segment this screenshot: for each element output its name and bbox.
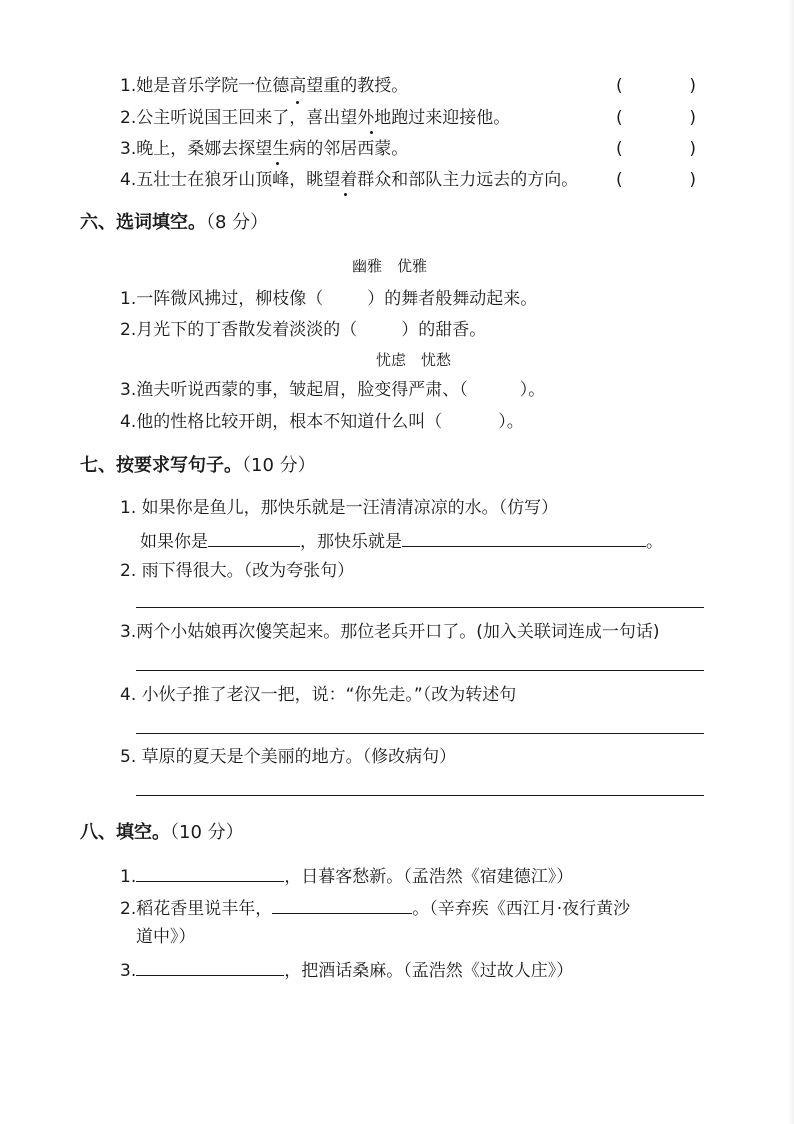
s6-blank-1[interactable] bbox=[323, 286, 367, 304]
s5-item-3-text: 晚上，桑娜去探望生病的邻居西蒙。 bbox=[136, 139, 409, 159]
s8-blank-3[interactable] bbox=[136, 957, 284, 976]
s7-item-5: 5. 草原的夏天是个美丽的地方。（修改病句） bbox=[120, 747, 457, 767]
s8-item-3: 3. ，把酒话桑麻。（孟浩然《过故人庄》） bbox=[120, 957, 573, 983]
s6-word-group-1: 幽雅 优雅 bbox=[352, 257, 428, 275]
s6-blank-2[interactable] bbox=[357, 317, 401, 335]
s5-answer-2[interactable]: ( ) bbox=[616, 108, 696, 128]
emphasis-dot bbox=[370, 131, 373, 134]
s6-item-1: 1.一阵微风拂过，柳枝像（ ）的舞者般舞动起来。 bbox=[120, 286, 537, 311]
s5-item-4-num: 4. bbox=[120, 170, 137, 190]
s5-item-4-text: 五壮士在狼牙山顶峰，眺望着群众和部队主力远去的方向。 bbox=[136, 170, 579, 190]
s7-answer-line-4[interactable] bbox=[136, 733, 704, 734]
section6-title: 六、选词填空。（8 分） bbox=[80, 212, 269, 233]
s8-item-2-cont: 道中》） bbox=[136, 927, 196, 947]
s6-blank-3[interactable] bbox=[468, 377, 520, 395]
s5-item-1 bbox=[120, 74, 408, 98]
s7-item-4: 4. 小伙子推了老汉一把，说：“你先走。”（改为转述句 bbox=[120, 685, 517, 705]
s7-item-3: 3.两个小姑娘再次傻笑起来。那位老兵开口了。(加入关联词连成一句话) bbox=[120, 622, 660, 642]
s6-item-4: 4.他的性格比较开朗，根本不知道什么叫（ ）。 bbox=[120, 409, 524, 434]
section8-title: 八、填空。（10 分） bbox=[80, 822, 244, 843]
s5-item-2-text: 公主听说国王回来了，喜出望外地跑过来迎接他。 bbox=[136, 108, 511, 128]
s5-item-1-num: 1. bbox=[120, 76, 137, 96]
emphasis-dot bbox=[296, 101, 299, 104]
emphasis-dot bbox=[344, 193, 347, 196]
emphasis-dot bbox=[276, 162, 279, 165]
s7-item-2: 2. 雨下得很大。（改为夸张句） bbox=[120, 561, 355, 581]
s7-answer-line-3[interactable] bbox=[136, 670, 704, 671]
s7-answer-line-5[interactable] bbox=[136, 795, 704, 796]
s8-item-2: 2.稻花香里说丰年， 。（辛弃疾《西江月·夜行黄沙 bbox=[120, 895, 630, 921]
section6-score: （8 分） bbox=[206, 212, 269, 233]
s5-item-3 bbox=[120, 137, 408, 161]
s5-answer-4[interactable]: ( ) bbox=[616, 170, 696, 190]
s5-answer-3[interactable]: ( ) bbox=[616, 139, 696, 159]
s7-answer-line-2[interactable] bbox=[136, 607, 704, 608]
s7-blank-1a[interactable] bbox=[208, 528, 300, 547]
s6-item-2: 2.月光下的丁香散发着淡淡的（ ）的甜香。 bbox=[120, 317, 486, 342]
section7-title: 七、按要求写句子。（10 分） bbox=[80, 455, 316, 476]
s5-answer-1[interactable]: ( ) bbox=[616, 76, 696, 96]
s5-item-3-num: 3. bbox=[120, 139, 137, 159]
s8-blank-1[interactable] bbox=[136, 863, 284, 882]
s8-blank-2[interactable] bbox=[272, 895, 412, 914]
s5-item-1-text: 她是音乐学院一位德高望重的教授。 bbox=[136, 76, 409, 96]
s5-item-2 bbox=[120, 106, 510, 130]
section7-score: （10 分） bbox=[242, 455, 316, 476]
s8-item-1: 1. ，日暮客愁新。（孟浩然《宿建德江》） bbox=[120, 863, 573, 889]
s7-item-1: 1. 如果你是鱼儿，那快乐就是一汪清清凉凉的水。（仿写） bbox=[120, 498, 559, 518]
s6-item-3: 3.渔夫听说西蒙的事，皱起眉，脸变得严肃、（ ）。 bbox=[120, 377, 545, 402]
s5-item-4 bbox=[120, 168, 578, 192]
s6-word-group-2: 忧虑 忧愁 bbox=[376, 351, 452, 369]
section8-score: （10 分） bbox=[170, 822, 244, 843]
s5-item-2-num: 2. bbox=[120, 108, 137, 128]
scan-edge-shadow bbox=[788, 0, 794, 1124]
s7-blank-1b[interactable] bbox=[402, 528, 646, 547]
s6-blank-4[interactable] bbox=[442, 409, 498, 427]
s7-item-1-fill: 如果你是 ，那快乐就是 。 bbox=[140, 528, 663, 554]
